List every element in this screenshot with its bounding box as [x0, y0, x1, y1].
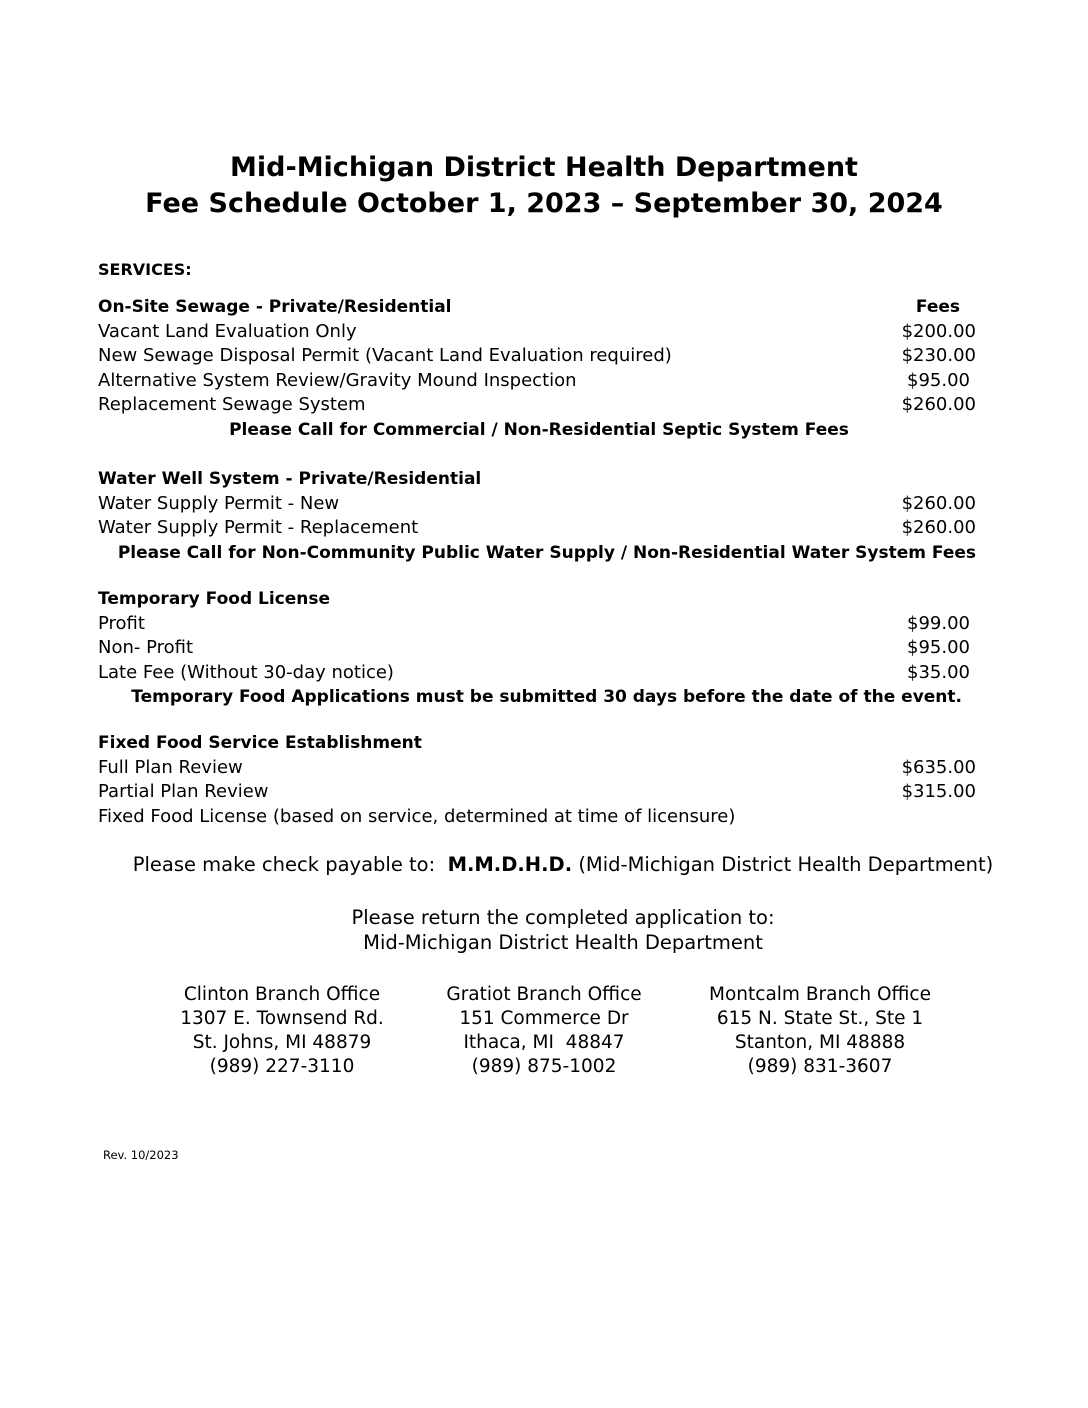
fee-label: Vacant Land Evaluation Only [98, 320, 357, 342]
office-street: 615 N. State St., Ste 1 [716, 1008, 924, 1029]
fee-row [98, 344, 976, 369]
fee-row [98, 636, 976, 661]
fee-label: Partial Plan Review [98, 781, 269, 802]
return-line: Please return the completed application to: [351, 906, 775, 929]
document-subtitle: Fee Schedule October 1, 2023 – September 30, 2024 [145, 188, 943, 219]
section-heading: Fixed Food Service Establishment [98, 733, 422, 753]
fee-row [98, 612, 976, 637]
office-phone: (989) 227-3110 [209, 1056, 355, 1077]
fee-amount: $315.00 [901, 781, 976, 802]
payee-abbreviation: M.M.D.H.D. [447, 853, 573, 876]
section-header [98, 587, 976, 612]
fee-label: Late Fee (Without 30-day notice) [98, 661, 394, 683]
fee-label: Full Plan Review [98, 756, 243, 778]
section-note: Temporary Food Applications must be submitted 30 days before the date of the event. [131, 687, 962, 707]
office-clinton [152, 983, 412, 1079]
payable-prefix: Please make check payable to: [132, 853, 436, 876]
fee-label: Alternative System Review/Gravity Mound Inspection [98, 369, 577, 391]
office-city: Stanton, MI 48888 [734, 1032, 906, 1053]
fee-amount: $260.00 [901, 492, 976, 514]
fee-amount: $95.00 [907, 369, 970, 391]
fee-label: Water Supply Permit - New [98, 492, 340, 514]
office-name: Montcalm Branch Office [709, 984, 931, 1005]
office-name: Gratiot Branch Office [446, 984, 642, 1005]
fee-label: Water Supply Permit - Replacement [98, 517, 419, 538]
payee-full-name: (Mid-Michigan District Health Department) [578, 853, 994, 876]
section-header [98, 467, 976, 492]
fee-row [98, 320, 976, 345]
fee-row [98, 393, 976, 418]
fee-amount: $35.00 [907, 661, 970, 683]
section-note: Please Call for Non-Community Public Water Supply / Non-Residential Water System Fees [117, 542, 976, 563]
section-heading: Temporary Food License [98, 589, 331, 609]
fee-label: Non- Profit [98, 637, 194, 658]
fixed-food-section [98, 731, 976, 829]
revision-note: Rev. 10/2023 [103, 1148, 179, 1162]
section-note: Please Call for Commercial / Non-Residential Septic System Fees [229, 419, 849, 440]
return-instructions [0, 905, 1088, 955]
fee-amount: $95.00 [907, 637, 970, 658]
section-header [98, 295, 976, 320]
office-phone: (989) 875-1002 [471, 1056, 617, 1077]
section-heading: On-Site Sewage - Private/Residential [98, 297, 452, 317]
fees-column-heading: Fees [915, 297, 960, 317]
fee-label: Fixed Food License (based on service, determined at time of licensure) [98, 805, 736, 827]
fee-row [98, 780, 976, 805]
section-header [98, 731, 976, 756]
office-gratiot [414, 983, 674, 1079]
fee-row [98, 369, 976, 394]
document-title: Mid-Michigan District Health Department [230, 152, 858, 183]
fee-amount: $260.00 [901, 394, 976, 415]
fee-amount: $99.00 [907, 612, 970, 634]
office-city: Ithaca, MI 48847 [463, 1032, 625, 1053]
fee-row [98, 516, 976, 541]
fee-amount: $230.00 [901, 345, 976, 366]
return-recipient: Mid-Michigan District Health Department [363, 931, 763, 954]
fee-row [98, 756, 976, 781]
fee-amount: $260.00 [901, 517, 976, 538]
services-label: SERVICES: [98, 260, 192, 279]
fee-label: Profit [98, 612, 145, 634]
office-montcalm [690, 983, 950, 1079]
fee-amount: $200.00 [901, 320, 976, 342]
fee-row [98, 492, 976, 517]
payable-line [0, 853, 1088, 876]
fee-row [98, 661, 976, 686]
office-street: 1307 E. Townsend Rd. [180, 1008, 384, 1029]
office-name: Clinton Branch Office [183, 984, 381, 1005]
fee-amount: $635.00 [901, 756, 976, 778]
temporary-food-section [98, 587, 976, 710]
sewage-section [98, 295, 976, 442]
fee-row [98, 805, 976, 830]
section-heading: Water Well System - Private/Residential [98, 469, 482, 489]
office-city: St. Johns, MI 48879 [192, 1032, 372, 1053]
water-section [98, 467, 976, 565]
fee-label: New Sewage Disposal Permit (Vacant Land Evaluation required) [98, 345, 672, 366]
fee-label: Replacement Sewage System [98, 394, 366, 415]
office-phone: (989) 831-3607 [747, 1056, 893, 1077]
office-street: 151 Commerce Dr [459, 1008, 629, 1029]
